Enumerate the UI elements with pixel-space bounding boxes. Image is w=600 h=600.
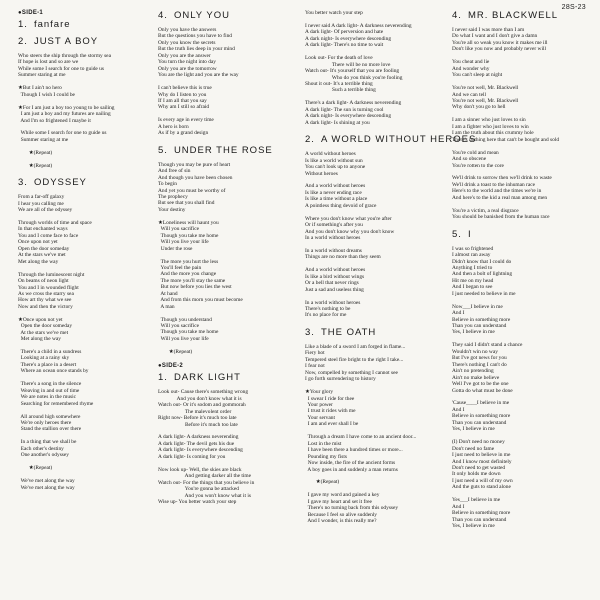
track-number: 1. (158, 372, 168, 384)
track-number: 2. (18, 36, 28, 47)
track-number: 4. (452, 10, 462, 21)
song-title (158, 372, 298, 383)
lyrics-continued: You better watch your step I never said A dark light- A darkness neverending A dark light- Of perversion and hate A dark night- Is everywhere descending A dark light- There's no time to wait Look out- For the death of love There will be no more love Watch out- It's yourself that you are fooling Who do you think you're fooling Shout it out- It's a terrible thing Such a terrible thing There's a dark light- A darkness neverending A dark light- The sun is turning cool A dark night- Is everywhere descending A dark light- Is shining at you (305, 10, 412, 126)
lyrics: A world without heroes Is like a world without sun You can't look up to anyone Without heroes And a world without heroes Is like a never ending race Is like a time without a place A pointless thing devoid of grace Where you don't know what you're after Or if something's after you And you don't know why you don't know In a world without heroes In a world without dreams Things are no more than they seem And a world without heroes Is like a bird without wings Or a bell that never rings Just a sad and useless thing In a world without heroes There's nothing to be It's no place for me (305, 151, 395, 319)
track-number: 3. (305, 326, 315, 338)
song-title (452, 10, 592, 21)
track-title: UNDER THE ROSE (173, 144, 273, 156)
track-title: A WORLD WITHOUT HEROES (320, 134, 477, 146)
track-number: 4. (158, 10, 168, 21)
track-title: JUST A BOY (33, 36, 99, 47)
song-title (452, 229, 592, 240)
song-title (158, 145, 298, 156)
track-number: 2. (305, 134, 315, 146)
lyrics: I was so frightened I almost ran away Didn't know that I could do Anything I tried to And then a bolt of lightning Hit me on my head And I began to see I just needed to believe in me Now___I believe in me And I Believe in something more Than you can understand Yes, I believe in me They said I didn't stand a chance Wouldn't win no way But I've got news for you There's nothing I can't do Ain't no pretending Ain't no make believe Well I've got to be the one Gotta do what must be done 'Cause____I believe in me And I Believe in something more Than you can understand Yes, I believe in me (I) Don't need no money Don't need no fame I just need to believe in me And I know most definitely Don't need to get wasted It only holds me down I just need a will of my own And the guts to stand alone Yes___I believe in me And I Believe in something more Than you can understand Yes, I believe in me (452, 245, 523, 530)
track-title: DARK LIGHT (173, 372, 241, 384)
song-title (305, 327, 445, 338)
lyrics: Look out- Cause there's something wrong And you don't know what it is Watch out- Or it's sodom and gommorah The malevolent order Right now- Before it's much too late Before it's much too late A dark light- A darkness neverending A dark light- The devil gets his due A dark light- Is everywhere descending A dark light- Is coming for you Now look up- Well, the skies are black And getting darker all the time Watch out- For the things that you believe in You're gonna be attacked And you won't know what it is Wise up- You better watch your step (158, 389, 255, 505)
track-number: 1. (18, 19, 28, 30)
track-title: THE OATH (320, 326, 377, 338)
track-title: ODYSSEY (33, 177, 87, 189)
lyrics: I never said I was more than I am Do what I want and I don't give a damn You're all so weak you know it makes me ill Don't like you now and probably never will You cheat and lie And wonder why You can't sleep at night You're not well, Mr. Blackwell And we can tell You're not well, Mr. Blackwell Why don't you go to hell I am a sinner who just loves to sin I am a fighter who just loves to win I am the truth about this crummy hole There's nothing here that can't be bought and sold You're cold and mean And so obscene You're rotten to the core We'll drink to sorrow then we'll drink to waste We'll drink a toast to the inhuman race Here's to the world and the times we're in And here's to the kid a real man among men You're a victim, a real disgrace You should be banished from the human race (452, 27, 560, 221)
track-number: 3. (18, 177, 28, 189)
song-title (18, 36, 158, 47)
song-title (158, 10, 298, 21)
column-2 (158, 10, 298, 598)
lyrics: From a far-off galaxy I hear you calling me We are all of the odyssey Through worlds of time and space In that enchanted ways You and I come face to face Once upon not yet Open the door someday At the stars we've met Met along the way Through the luminescent night On beams of neon light You and I in wounded flight As we cross the starry sea How art thy what we see Now and then the victory ★Once upon not yet Open the door someday At the stars we've met Met along the way There's a child in a sundress Looking at a rainy sky There's a place in a desert Where an ocean once stands by There's a song in the silence Weaving in and out of time We are notes in the music Searching for remembered rhyme All around high somewhere We're only heroes there Stand the stallion over there In a thing that we shall be Each other's destiny One another's odyssey ★(Repeat) We've met along the way We've met along the way (18, 194, 94, 491)
side-2-label: ●SIDE-2 (158, 363, 184, 370)
column-4 (452, 10, 592, 598)
side-1-label: ●SIDE-1 (18, 10, 44, 16)
column-1 (18, 10, 158, 598)
column-3 (305, 10, 477, 598)
lyrics: Like a blade of a sword I am forged in flame... Fiery hot Tempered steel fire bright to the right I take... I fear not Now, compelled by something I cannot see I go forth surrendering to history ★Your glory I swear I ride for thee Your power I trust it rides with me Your servant I am and ever shall I be Through a dream I have come to an ancient door... Lost in the mist I have been there a hundred times or more... Pounding my fists Now inside, the fire of the ancient forms A boy goes in and suddenly a man returns ★(Repeat) I gave my word and gained a key I gave my heart and set it free There's no turning back from this odyssey Because I feel so alive suddenly And I wonder, is this really me? (305, 343, 417, 525)
lyrics: Who steers the ship through the stormy sea If hope is lost and so are we While some I search for one to guide us Summer staring at me ★But I ain't no hero Though I wish I could be ★For I am just a boy too young to be sailing I am just a boy and my futures are nailing And I'm so frightened I maybe it While some I search for one to guide us Summer staring at me ★(Repeat) ★(Repeat) (18, 53, 115, 169)
track-title: fanfare (33, 19, 71, 30)
song-title (18, 177, 158, 188)
song-title (18, 19, 158, 30)
lyrics: Though you may be pure of heart And free of sin And though you have been chosen To begin And yet you must be worthy of The prophecy But see that you shall find Your destiny ★Loneliness will haunt you Will you sacrifice Though you take me home Will you live your life Under the rose The more you hurt the less You'll feel the pain And the more you change The more you'll stay the same But now before you lies the west At hand And from this morn you must become A man Though you understand Will you sacrifice Though you take me home Will you live your life ★(Repeat) (158, 161, 243, 355)
lyrics: Only you have the answers But the questions you have to find Only you know the secrets But the truth lies deep in your mind Only you are the answer You turn the night into day Only you are the tomorrow You are the light and you are the way I can't believe this is true Why do I listen to you If I am all that you say Why am I still so afraid Is every age in every time A hero is born As if by a grand design (158, 27, 239, 137)
track-title: I (467, 228, 472, 240)
track-number: 5. (452, 228, 462, 240)
catalog-code: 28S-23 (561, 4, 586, 11)
track-title: MR. BLACKWELL (467, 10, 559, 21)
song-title (305, 134, 477, 146)
track-title: ONLY YOU (173, 10, 230, 21)
track-number: 5. (158, 144, 168, 156)
